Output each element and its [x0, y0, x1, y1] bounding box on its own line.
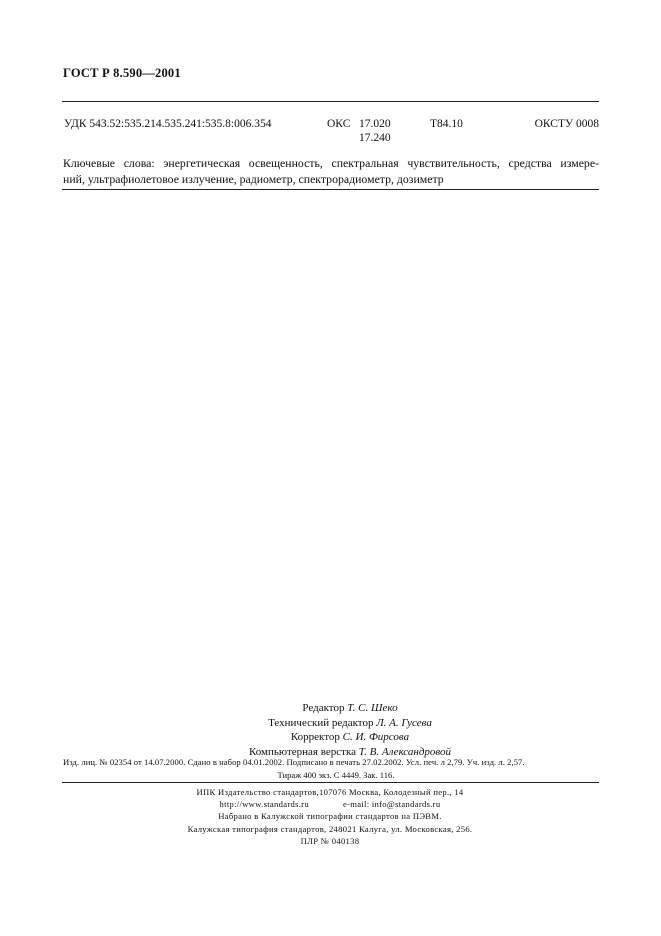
- credits-block: [200, 701, 500, 759]
- typeset-note: Набрано в Калужской типографии стандартов на ПЭВМ.: [218, 811, 442, 822]
- standard-code: ГОСТ Р 8.590—2001: [63, 66, 181, 80]
- credit-row: [200, 701, 500, 716]
- print-run: Тираж 400 экз. С 4449. Зак. 116.: [277, 770, 395, 780]
- top-divider: [62, 101, 599, 102]
- keywords-paragraph: [63, 156, 599, 187]
- t-code: Т84.10: [430, 118, 463, 130]
- keywords-line: Ключевые слова: энергетическая освещенность, спектральная чувствительность, средства измере-: [63, 156, 599, 170]
- printer-address: Калужская типография стандартов, 248021 Калуга, ул. Московская, 256.: [187, 823, 473, 834]
- keywords-line: ний, ультрафиолетовое излучение, радиометр, спектрорадиометр, дозиметр: [63, 171, 444, 186]
- credit-role: Редактор: [302, 702, 345, 714]
- oks-value: 17.020: [359, 118, 391, 130]
- credit-name: С. И. Фирсова: [342, 731, 410, 743]
- website-link: http://www.standards.ru: [219, 799, 309, 810]
- publisher-address: ИПК Издательство стандартов,107076 Москва, Колодезный пер., 14: [196, 787, 464, 797]
- credit-role: Корректор: [290, 731, 340, 743]
- credit-role: Технический редактор: [268, 716, 374, 729]
- credit-row: [200, 716, 500, 731]
- credit-role: Компьютерная верстка: [248, 745, 356, 758]
- okstu-code: ОКСТУ 0008: [534, 118, 599, 130]
- oks-label: ОКС: [327, 118, 351, 130]
- classification-block: [63, 118, 599, 148]
- imprint-divider: [62, 782, 599, 783]
- keywords-divider: [62, 189, 599, 190]
- publication-details: Изд. лиц. № 02354 от 14.07.2000. Сдано в набор 04.01.2002. Подписано в печать 27.02.2002. Усл. печ. л 2,79. Уч. изд. л. 2,57.: [63, 757, 525, 767]
- credit-name: Л. А. Гусева: [376, 716, 432, 729]
- oks-value: 17.240: [359, 132, 391, 144]
- publication-info: [63, 756, 599, 782]
- imprint-block: [100, 786, 560, 847]
- plr-number: ПЛР № 040138: [300, 835, 360, 846]
- udk-code: УДК 543.52:535.214.535.241:535.8:006.354: [64, 118, 272, 130]
- credit-name: Т. В. Александровой: [358, 745, 452, 758]
- credit-row: [200, 730, 500, 745]
- email-address: e-mail: info@standards.ru: [342, 799, 441, 810]
- contact-row: [100, 798, 560, 810]
- credit-name: Т. С. Шеко: [347, 702, 398, 714]
